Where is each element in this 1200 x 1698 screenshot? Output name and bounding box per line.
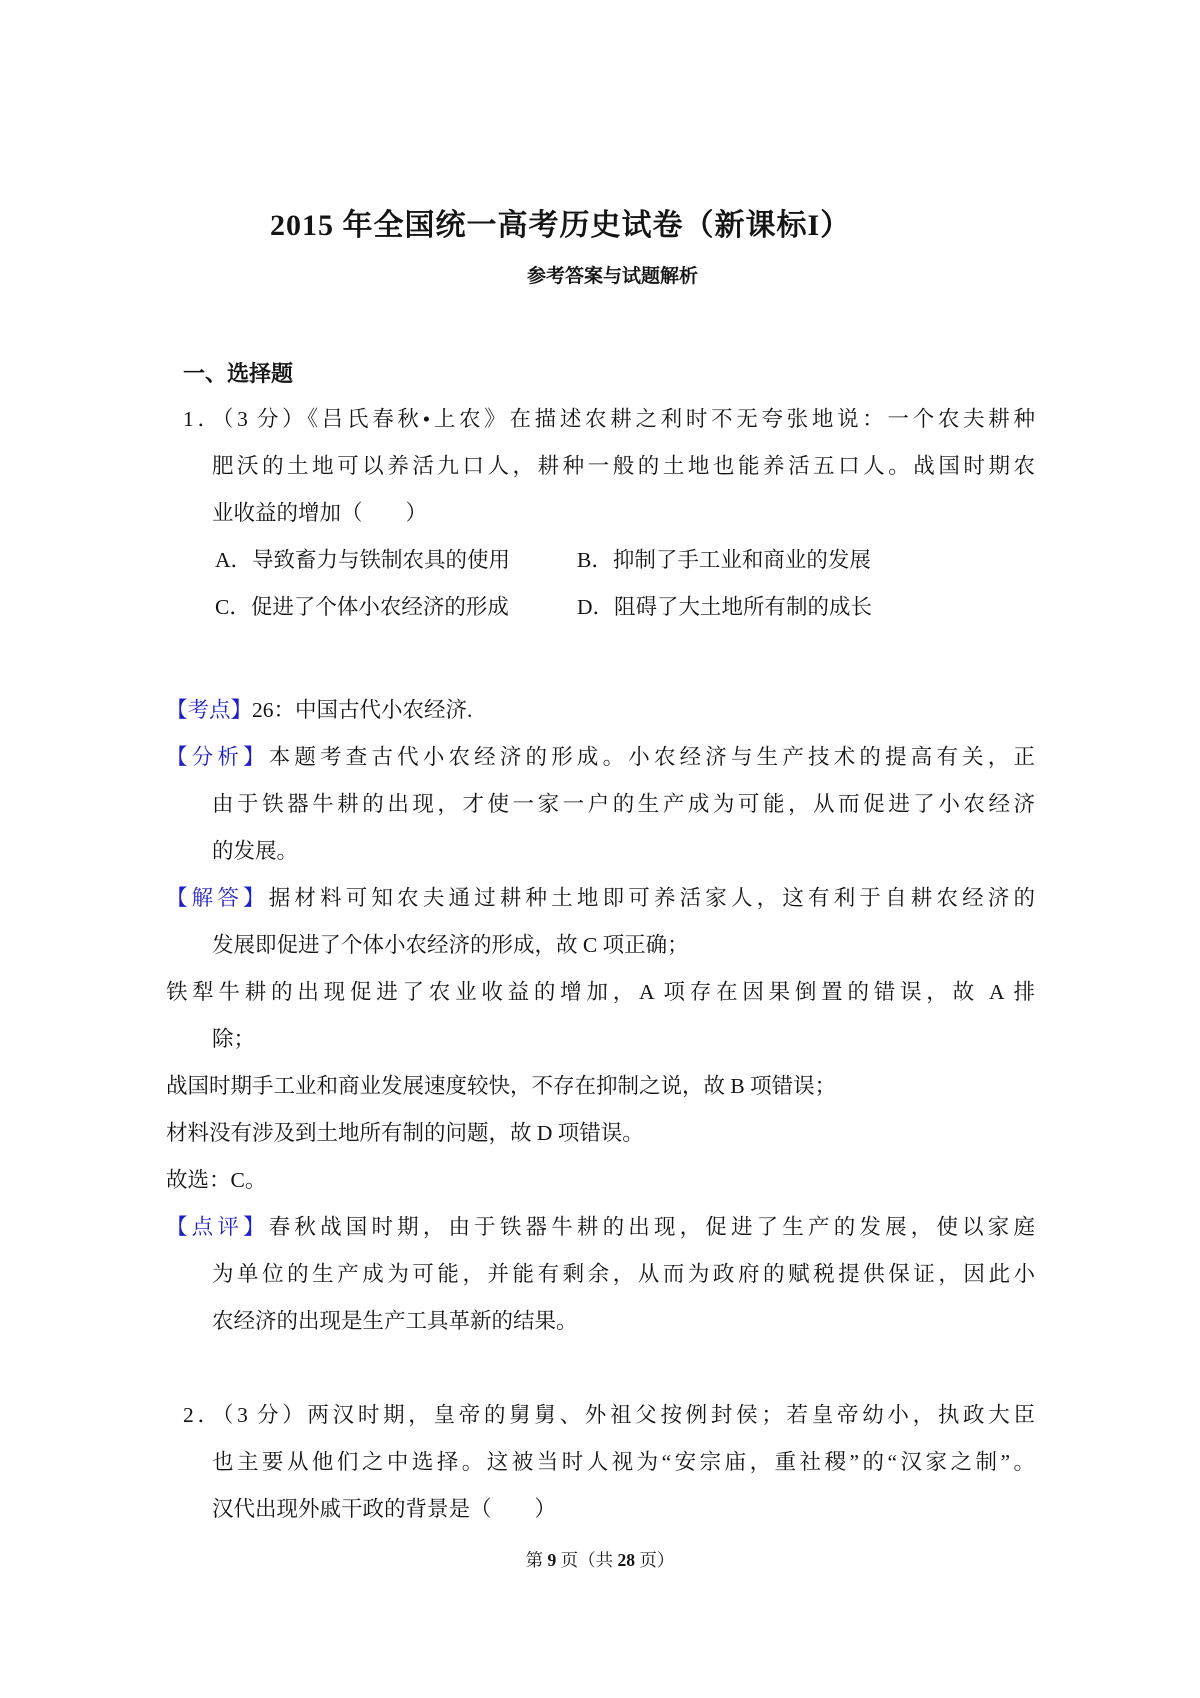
- q1-jieda-line-2: 发展即促进了个体小农经济的形成，故 C 项正确；: [212, 933, 689, 957]
- q1-option-a: A．导致畜力与铁制农具的使用: [215, 548, 511, 572]
- section-heading: 一、选择题: [183, 361, 294, 386]
- q2-stem-line-2: 也主要从他们之中选择。这被当时人视为“安宗庙，重社稷”的“汉家之制”。: [212, 1450, 1035, 1474]
- footer-suffix: 页）: [635, 1550, 675, 1570]
- q1-dianping-line-1: [166, 1204, 1035, 1250]
- q1-option-d: D．阻碍了大土地所有制的成长: [577, 595, 873, 619]
- kaodian-label: 【考点】: [166, 698, 253, 722]
- q1-jieda-line-1: [166, 875, 1035, 921]
- q1-option-b: B．抑制了手工业和商业的发展: [577, 548, 871, 572]
- q1-stem-line-1: 1．（3 分）《吕氏春秋•上农》在描述农耕之利时不无夸张地说：一个农夫耕种: [183, 407, 1035, 431]
- footer-prefix: 第: [525, 1550, 548, 1570]
- q1-jieda-line-4: 除；: [212, 1027, 256, 1051]
- q2-stem-line-3: 汉代出现外戚干政的背景是（ ）: [212, 1497, 557, 1521]
- page-title: 2015 年全国统一高考历史试卷（新课标I）: [270, 209, 852, 242]
- fenxi-label: 【分析】: [166, 745, 269, 769]
- q1-jieda-line-5: 战国时期手工业和商业发展速度较快，不存在抑制之说，故 B 项错误；: [166, 1074, 837, 1098]
- dianping-text-1: 春秋战国时期，由于铁器牛耕的出现，促进了生产的发展，使以家庭: [268, 1215, 1035, 1239]
- q1-answer-line: 故选：C。: [166, 1168, 267, 1192]
- footer-middle: 页（共: [556, 1550, 618, 1570]
- page-footer: [0, 1546, 1200, 1574]
- q1-dianping-line-2: 为单位的生产成为可能，并能有剩余，从而为政府的赋税提供保证，因此小: [212, 1262, 1035, 1286]
- q1-kaodian-line: [166, 687, 472, 733]
- kaodian-text: 26：中国古代小农经济.: [252, 698, 473, 722]
- page-subtitle: 参考答案与试题解析: [527, 266, 699, 287]
- fenxi-text-1: 本题考查古代小农经济的形成。小农经济与生产技术的提高有关，正: [268, 745, 1035, 769]
- q1-stem-line-3: 业收益的增加（ ）: [212, 501, 428, 525]
- q1-fenxi-line-1: [166, 734, 1035, 780]
- jieda-label: 【解答】: [166, 886, 269, 910]
- q1-jieda-line-3: 铁犁牛耕的出现促进了农业收益的增加，A 项存在因果倒置的错误，故 A 排: [166, 980, 1035, 1004]
- q1-stem-line-2: 肥沃的土地可以养活九口人，耕种一般的土地也能养活五口人。战国时期农: [212, 454, 1035, 478]
- q1-fenxi-line-2: 由于铁器牛耕的出现，才使一家一户的生产成为可能，从而促进了小农经济: [212, 792, 1035, 816]
- footer-total-pages: 28: [617, 1550, 635, 1570]
- q1-jieda-line-6: 材料没有涉及到土地所有制的问题，故 D 项错误。: [166, 1121, 644, 1145]
- jieda-text-1: 据材料可知农夫通过耕种土地即可养活家人，这有利于自耕农经济的: [268, 886, 1035, 910]
- footer-page-number: 9: [547, 1550, 557, 1570]
- dianping-label: 【点评】: [166, 1215, 269, 1239]
- q2-stem-line-1: 2．（3 分）两汉时期，皇帝的舅舅、外祖父按例封侯；若皇帝幼小，执政大臣: [183, 1403, 1035, 1427]
- q1-dianping-line-3: 农经济的出现是生产工具革新的结果。: [212, 1309, 578, 1333]
- q1-fenxi-line-3: 的发展。: [212, 839, 299, 863]
- q1-option-c: C．促进了个体小农经济的形成: [215, 595, 509, 619]
